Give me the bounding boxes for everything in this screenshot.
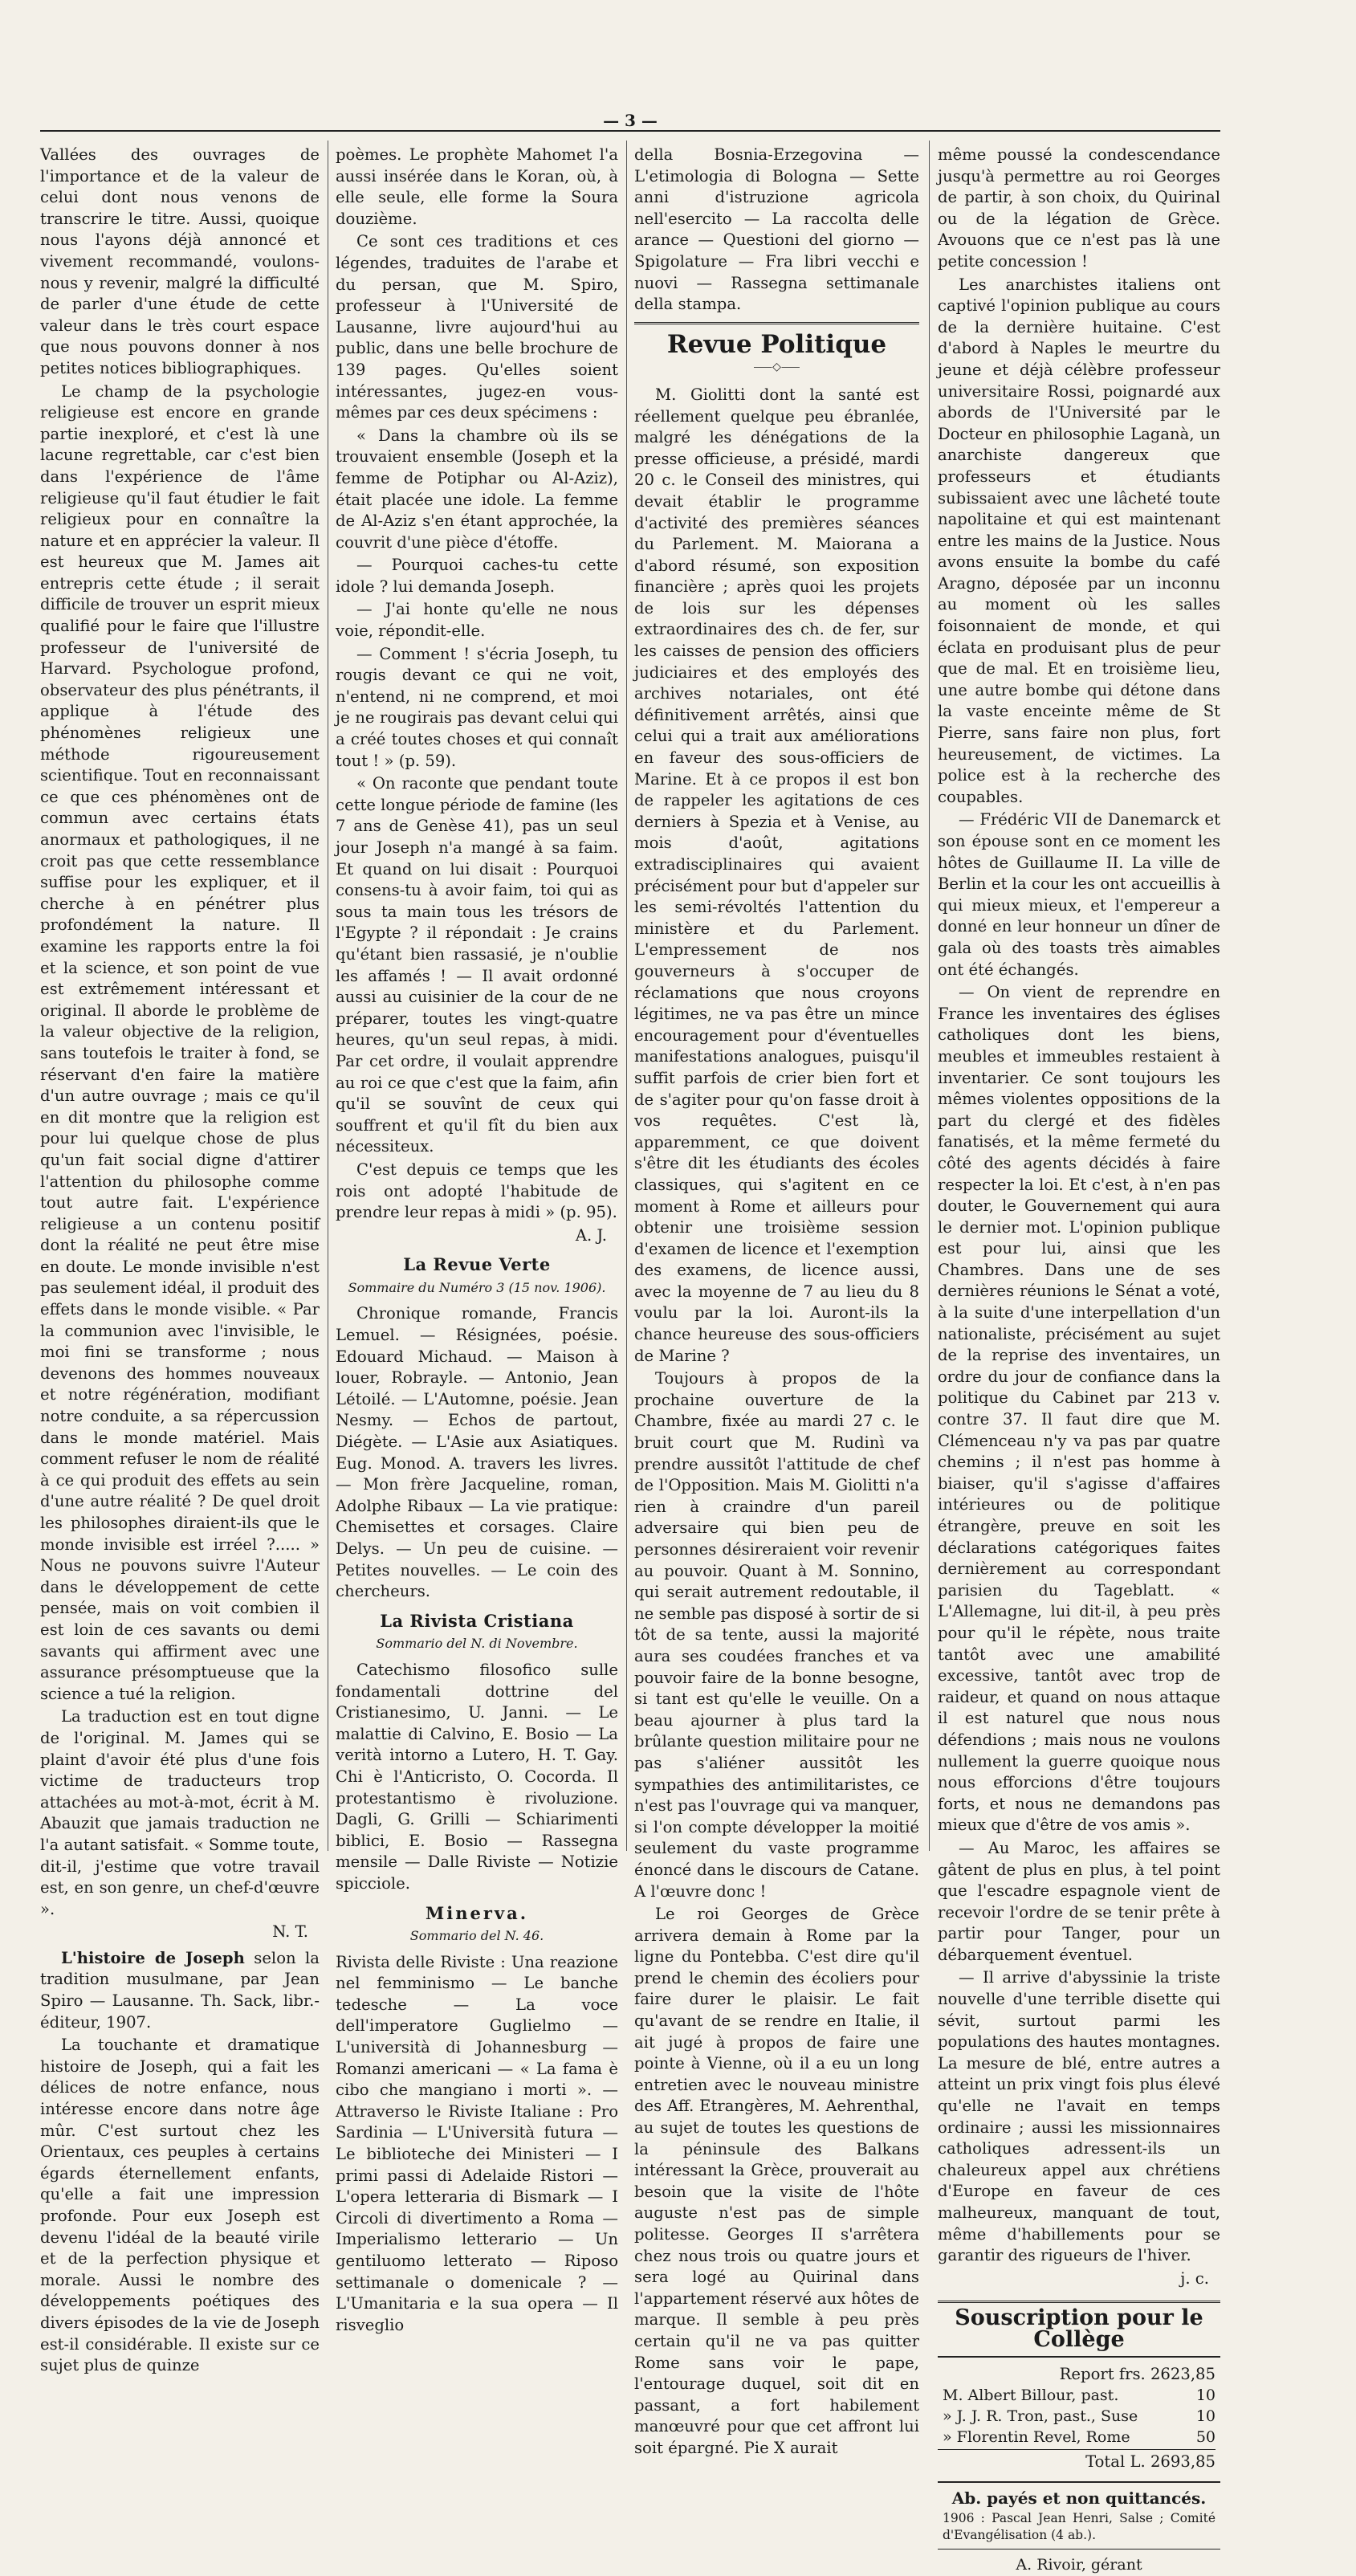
signature: N. T.	[272, 1922, 308, 1942]
rivista-cristiana-title: La Rivista Cristiana	[380, 1610, 574, 1631]
article-paragraph: « Dans la chambre où ils se trouvaient ensemble (Joseph et la femme de Potiphar ou Al-Aziz), était placée une idole. La femme de Al-Aziz s'en étant approchée, la couvrit d'une pièce d'étoffe.	[336, 426, 618, 552]
minerva-subtitle: Sommario del N. 46.	[409, 1928, 544, 1944]
page-number: — 3 —	[603, 111, 658, 130]
revue-verte-summary: Chronique romande, Francis Lemuel. — Résignées, poésie. Edouard Michaud. — Maison à louer, Robrayle. — Antonio, Jean Létoilé. — L'Automne, poésie. Jean Nesmy. — Echos de partout, Diégète. — L'Asie aux Asiatiques. Eug. Monod. A. travers les livres. — Mon frère Jacqueline, roman, Adolphe Ribaux — La vie pratique: Chemisettes et corsages. Claire Delys. — Un peu de cuisine. — Petites nouvelles. — Le coin des chercheurs.	[336, 1304, 618, 1601]
article-paragraph: La touchante et dramatique histoire de Joseph, qui a fait les délices de notre enfance, nous intéresse encore dans notre âge mûr. C'est surtout chez les Orientaux, ces peuples à certains égards éternellement enfants, qu'elle a fait une impression profonde. Pour eux Joseph est devenu l'idéal de la beauté virile et de la perfection physique et morale. Aussi le nombre des développements poétiques des divers épisodes de la vie de Joseph est-il considérable. Il existe sur ce sujet plus de quinze	[40, 2036, 320, 2375]
ornament-divider: ⸺◇⸺	[753, 361, 800, 374]
article-paragraph: — On vient de reprendre en France les inventaires des églises catholiques dont les biens, meubles et immeubles restaient à inventarier. Ce sont toujours les mêmes violentes oppositions de la part du clergé et des fidèles fanatisés, et la même fermeté du côté des agents décidés à faire respecter la loi. Et c'est, à n'en pas douter, le Gouvernement qui aura le dernier mot. L'opinion publique est pour lui, ainsi que les Chambres. Dans une de ses dernières réunions le Sénat a voté, à la suite d'une interpellation d'un nationaliste, précisément au sujet de la reprise des inventaires, un ordre du jour de confiance dans la politique du Cabinet par 213 v. contre 37. Il faut dire que M. Clémenceau n'y va pas par quatre chemins ; il n'est pas homme à biaiser, qu'il s'agisse d'affaires intérieures ou de politique étrangère, preuve en soit les déclarations catégoriques faites dernièrement au correspondant parisien du Tageblatt. « L'Allemagne, lui dit-il, à peu près pour qu'il le répète, nous traite tantôt avec une amabilité excessive, tantôt avec trop de raideur, et quand on nous attaque il est naturel que nous nous défendions ; mais nous ne voulons nullement la guerre quoique nous nous efforcions d'être toujours forts, et nous ne demandons pas mieux que d'être de vos amis ».	[938, 983, 1220, 1835]
revue-verte-title: La Revue Verte	[403, 1254, 551, 1275]
article-paragraph: — Frédéric VII de Danemarck et son épouse sont en ce moment les hôtes de Guillaume II. La ville de Berlin et la cour les ont accueillis à qui mieux mieux, et l'empereur a donné en leur honneur un dîner de gala où des toasts très aimables ont été échangés.	[938, 810, 1220, 979]
column-divider	[626, 141, 627, 1851]
report-label: Report frs.	[1059, 2364, 1146, 2383]
article-paragraph: Les anarchistes italiens ont captivé l'opinion publique au cours de la dernière huitaine. C'est d'abord à Naples le meurtre du jeune et déjà célèbre professeur universitaire Rossi, poignardé aux abords de l'Université par le Docteur en philosophie Laganà, un anarchiste dangereux que professeurs et étudiants subissaient avec une lâcheté toute napolitaine et qui est maintenant entre les mains de la Justice. Nous avons ensuite la bombe du café Aragno, déposée par un inconnu au moment où les salles foisonnaient de monde, et qui éclata en produisant plus de peur que de mal. Et en troisième lieu, une autre bombe qui détone dans la vaste enceinte même de St Pierre, sans faire non plus, fort heureusement, de victimes. La police est à la recherche des coupables.	[938, 275, 1220, 806]
signature: j. c.	[1180, 2268, 1209, 2288]
article-paragraph: — J'ai honte qu'elle ne nous voie, répondit-elle.	[336, 600, 618, 641]
total-value: 2693,85	[1150, 2452, 1216, 2472]
article-paragraph: Le roi Georges de Grèce arrivera demain à Rome par la ligne du Pontebba. C'est dire qu'il prend le chemin des écoliers pour faire durer le plaisir. Le fait qu'avant de se rendre en Italie, il ait jugé à propos de faire une pointe à Vienne, où il a eu un long entretien avec le nouveau ministre des Aff. Etrangères, M. Aehrenthal, au sujet de toutes les questions de la péninsule des Balkans intéressant la Grèce, prouverait au besoin que la visite de l'hôte auguste n'est pas de simple politesse. Georges II s'arrêtera chez nous trois ou quatre jours et sera logé au Quirinal dans l'appartement réservé aux hôtes de marque. Il semble à peu près certain qu'il ne va pas quitter Rome sans voir le pape, l'entourage duquel, soit dit en passant, a fort habilement manœuvré pour que cet affront lui soit épargné. Pie X aurait	[634, 1905, 919, 2457]
article-paragraph: Vallées des ouvrages de l'importance et de la valeur de celui dont nous venons de transcrire le titre. Aussi, quoique nous l'ayons déjà annoncé et vivement recommandé, voulons-nous y revenir, malgré la difficulté de parler d'une étude de cette valeur dans le très court espace que nous pouvons donner à nos petites notices bibliographiques.	[40, 145, 320, 377]
article-paragraph: « On raconte que pendant toute cette longue période de famine (les 7 ans de Genèse 41), pas un seul jour Joseph n'a mangé à sa faim. Et quand on lui disait : Pourquoi consens-tu à avoir faim, toi qui as sous ta main tous les trésors de l'Egypte ? il répondait : Je crains qu'étant bien rassasié, je n'oublie les affamés ! — Il avait ordonné aussi au cuisinier de la cour de ne préparer, toutes les vingt-quatre heures, qu'un seul repas, à midi. Par cet ordre, il voulait apprendre au roi ce que c'est que la faim, afin qu'il se souvînt de ceux qui souffrent et qu'il fît du bien aux nécessiteux.	[336, 774, 618, 1156]
article-paragraph: — Pourquoi caches-tu cette idole ? lui demanda Joseph.	[336, 556, 618, 596]
column-4	[938, 145, 1220, 2574]
article-paragraph: La traduction est en tout digne de l'original. M. James qui se plaint d'avoir été plus d'une fois victime de traducteurs trop attachées au mot-à-mot, écrit à M. Abauzit que jamais traduction ne l'a autant satisfait. « Somme toute, dit-il, j'estime que votre travail est, en son genre, un chef-d'œuvre ».	[40, 1707, 320, 1918]
rivista-cristiana-subtitle: Sommario del N. di Novembre.	[376, 1636, 578, 1652]
revue-politique-title: Revue Politique	[634, 322, 919, 356]
joseph-notice	[40, 1948, 320, 2033]
subscription-title: Souscription pour le Collège	[938, 2301, 1220, 2357]
article-paragraph: poèmes. Le prophète Mahomet l'a aussi insérée dans le Koran, où, à elle seule, elle forme la Soura douzième.	[336, 145, 618, 228]
paid-subscriptions-title: Ab. payés et non quittancés.	[938, 2481, 1220, 2509]
subscriber-amount: 50	[1195, 2428, 1216, 2447]
total-label: Total L.	[1085, 2452, 1146, 2472]
manager-signature: A. Rivoir, gérant	[938, 2549, 1220, 2576]
column-1	[40, 145, 320, 2375]
minerva-summary-continued: della Bosnia-Erzegovina — L'etimologia di Bologna — Sette anni d'istruzione agricola nell'esercito — La raccolta delle arance — Questioni del giorno — Spigolature — Fra libri vecchi e nuovi — Rassegna settimanale della stampa.	[634, 145, 919, 314]
subscriber-amount: 10	[1195, 2407, 1216, 2426]
article-paragraph: Le champ de la psychologie religieuse est encore en grande partie inexploré, et c'est là une lacune regrettable, car c'est bien dans l'expérience de l'âme religieuse qu'il faut étudier le fait religieux pour en connaître la nature et en apprécier la valeur. Il est heureux que M. James ait entrepris cette étude ; il serait difficile de trouver un esprit mieux qualifié pour le faire que l'illustre professeur de l'université de Harvard. Psychologue profond, observateur des plus pénétrants, il applique à l'étude des phénomènes religieux une méthode rigoureusement scientifique. Tout en reconnaissant ce que ces phénomènes ont de commun avec certains états anormaux et pathologiques, il ne croit pas que cette ressemblance suffise pour les expliquer, et il cherche à en pénétrer plus profondément la nature. Il examine les rapports entre la foi et la science, et son point de vue est extrêmement intéressant et original. Il aborde le problème de la valeur objective de la religion, sans toutefois le traiter à fond, se réservant d'en faire la matière d'un autre ouvrage ; mais ce qu'il en dit montre que la religion est pour lui quelque chose de plus qu'un fait social digne d'attirer l'attention du philosophe comme tout autre fait. L'expérience religieuse a un contenu positif dont la réalité ne peut être mise en doute. Le monde invisible n'est pas seulement idéal, il produit des effets dans le monde visible. « Par la communion avec l'invisible, le moi fini se transforme ; nous devenons des hommes nouveaux et notre régénération, modifiant notre conduite, a sa répercussion dans le monde matériel. Mais comment refuser le nom de réalité à ce qui produit des effets au sein d'une autre réalité ? De quel droit les philosophes diraient-ils que le monde invisible est irréel ?..... » Nous ne pouvons suivre l'Auteur dans le développement de cette pensée, mais on voit combien il est loin de ces savants ou demi savants qui affirment avec une assurance présomptueuse que la science a tué la religion.	[40, 381, 320, 1703]
paid-subscriptions-list: 1906 : Pascal Jean Henri, Salse ; Comité d'Evangélisation (4 ab.).	[943, 2511, 1216, 2543]
subscriber-name: M. Albert Billour, past.	[943, 2386, 1119, 2405]
column-3	[634, 145, 919, 2457]
minerva-title: Minerva.	[425, 1902, 529, 1923]
subscriber-amount: 10	[1195, 2386, 1216, 2405]
article-paragraph: C'est depuis ce temps que les rois ont adopté l'habitude de prendre leur repas à midi » (p. 95).	[336, 1160, 618, 1222]
revue-verte-subtitle: Sommaire du Numéro 3 (15 nov. 1906).	[348, 1279, 606, 1295]
article-paragraph: M. Giolitti dont la santé est réellement quelque peu ébranlée, malgré les dénégations de la presse officieuse, a présidé, mardi 20 c. le Conseil des ministres, qui devait établir le programme d'activité des premières séances du Parlement. M. Maiorana a d'abord résumé, son exposition financière ; après quoi les projets de lois sur les dépenses extraordinaires des ch. de fer, sur les caisses de pension des officiers judiciaires et des employés des archives notariales, ont été définitivement arrêtés, ainsi que celui qui a trait aux améliorations en faveur des sous-officiers de Marine. Et à ce propos il est bon de rappeler les agitations de ces derniers à Spezia et à Venise, au mois d'août, agitations extradisciplinaires qui avaient précisément pour but d'appeler sur les semi-révoltés l'attention du ministère et du Parlement. L'empressement de nos gouverneurs à s'occuper de réclamations que nous croyons légitimes, ne va pas être un mince encouragement pour d'éventuelles manifestations analogues, puisqu'il suffit parfois de crier bien fort et de s'agiter pour qu'on fasse droit à vos requêtes. C'est là, apparemment, ce que doivent s'être dit les étudiants des écoles classiques, qui s'agitent en ce moment à Rome et ailleurs pour obtenir une troisième session d'examen de licence et l'exemption des examens, de licence aussi, avec la moyenne de 7 au lieu du 8 voulu par la loi. Auront-ils la chance heureuse des sous-officiers de Marine ?	[634, 385, 919, 1365]
article-paragraph: — Il arrive d'abyssinie la triste nouvelle d'une terrible disette qui sévit, surtout parmi les populations des hautes montagnes. La mesure de blé, entre autres a atteint un prix vingt fois plus élevé qu'elle ne l'avait en temps ordinaire ; aussi les missionnaires catholiques adressent-ils un chaleureux appel aux chrétiens d'Europe en faveur de ces malheureux, manquant de tout, même d'habillements pour se garantir des rigueurs de l'hiver.	[938, 1968, 1220, 2265]
joseph-title: L'histoire de Joseph	[61, 1948, 245, 1967]
subscriber-name: » J. J. R. Tron, past., Suse	[943, 2407, 1138, 2426]
signature: A. J.	[575, 1225, 607, 1245]
joseph-reference: selon la tradition musulmane, par Jean Spiro — Lausanne. Th. Sack, libr.-éditeur, 1907.	[40, 1948, 320, 2032]
rivista-cristiana-summary: Catechismo filosofico sulle fondamentali dottrine del Cristianesimo, U. Janni. — Le malattie di Calvino, E. Bosio — La verità intorno a Lutero, H. T. Gay. Chi è l'Anticristo, O. Cocorda. Il protestantismo è rivoluzione. Dagli, G. Grilli — Schiarimenti biblici, E. Bosio — Rassegna mensile — Dalle Riviste — Notizie spicciole.	[336, 1660, 618, 1893]
header-rule	[40, 130, 1220, 132]
report-value: 2623,85	[1150, 2364, 1216, 2383]
subscription-total	[938, 2449, 1216, 2473]
minerva-summary: Rivista delle Riviste : Una reazione nel femminismo — Le banche tedesche — La voce dell'imperatore Guglielmo — L'università di Johannesburg — Romanzi americani — « La fama è cibo che mangiano i morti ». — Attraverso le Riviste Italiane : Pro Sardinia — L'Università futura — Le biblioteche dei Ministeri — I primi passi di Adelaide Ristori — L'opera letteraria di Bismark — I Circoli di divertimento a Roma — Imperialismo letterario — Un gentiluomo letterato — Riposo settimanale o domenicale ? — L'Umanitaria e la sua opera — Il risveglio	[336, 1952, 618, 2334]
article-paragraph: — Comment ! s'écria Joseph, tu rougis devant ce qui ne voit, n'entend, ni ne comprend, et moi je ne rougirais pas devant celui qui a créé toutes choses et qui connaît tout ! » (p. 59).	[336, 644, 618, 770]
article-paragraph: même poussé la condescendance jusqu'à permettre au roi Georges de partir, à son choix, du Quirinal ou de la légation de Grèce. Avouons que ce n'est pas là une petite concession !	[938, 145, 1220, 271]
subscription-row	[943, 2385, 1216, 2406]
column-divider	[929, 141, 930, 1851]
subscription-row	[943, 2427, 1216, 2448]
article-paragraph: — Au Maroc, les affaires se gâtent de plus en plus, à tel point que l'escadre espagnole vient de recevoir l'ordre de se tenir prête à partir pour Tanger, pour un débarquement éventuel.	[938, 1838, 1220, 1964]
column-2	[336, 145, 618, 2334]
subscription-row	[943, 2406, 1216, 2427]
article-paragraph: Ce sont ces traditions et ces légendes, traduites de l'arabe et du persan, que M. Spiro, professeur à l'Université de Lausanne, livre aujourd'hui au public, dans une belle brochure de 139 pages. Qu'elles soient intéressantes, jugez-en vous-mêmes par ces deux spécimens :	[336, 232, 618, 422]
article-paragraph: Toujours à propos de la prochaine ouverture de la Chambre, fixée au mardi 27 c. le bruit court que M. Rudinì va prendre aussitôt l'attitude de chef de l'Opposition. Mais M. Giolitti n'a rien à craindre d'un pareil adversaire qui bien peu de personnes désireraient voir revenir au pouvoir. Quant à M. Sonnino, qui serait autrement redoutable, il ne semble pas disposé à sortir de si tôt de sa tente, aussi la majorité aura ses coudées franches et va pouvoir faire de la bonne besogne, si tant est qu'elle le veuille. On a beau ajourner à plus tard la brûlante question militaire pour ne pas s'aliéner aussitôt les sympathies des antimilitaristes, ce n'est pas l'ouvrage qui va manquer, si l'on compte développer la moitié seulement du vaste programme énoncé dans le discours de Catane. A l'œuvre donc !	[634, 1369, 919, 1901]
subscriber-name: » Florentin Revel, Rome	[943, 2428, 1130, 2447]
subscription-report	[938, 2364, 1216, 2386]
